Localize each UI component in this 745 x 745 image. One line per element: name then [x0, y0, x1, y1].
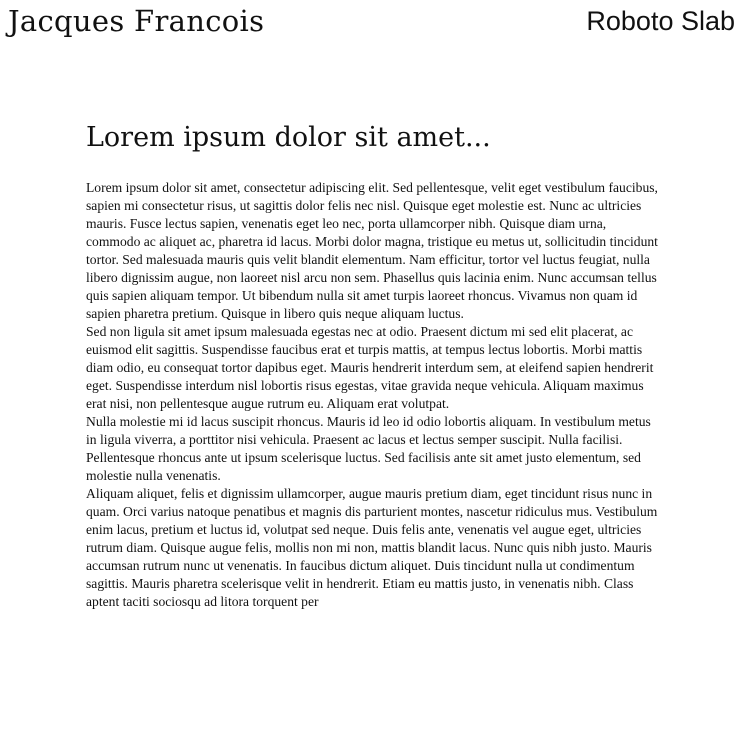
font-name-left: Jacques Francois [8, 4, 265, 38]
sample-text-block [86, 118, 662, 611]
font-name-right: Roboto Slab [586, 6, 735, 36]
sample-paragraph-1: Lorem ipsum dolor sit amet, consectetur adipiscing elit. Sed pellentesque, velit eget vestibulum faucibus, sapien mi consectetur risus, ut sagittis dolor felis nec nisl. Quisque eget molestie est. Nunc ac ultricies mauris. Fusce lectus sapien, venenatis eget leo nec, porta ullamcorper nibh. Quisque diam urna, commodo ac aliquet ac, pharetra id lacus. Morbi dolor magna, tristique eu metus ut, sollicitudin tincidunt tortor. Sed malesuada mauris quis velit blandit elementum. Nam efficitur, tortor vel luctus feugiat, nulla libero dignissim augue, non laoreet nisl arcu non sem. Phasellus quis lacinia enim. Nunc accumsan tellus quis sapien aliquam tempor. Ut bibendum nulla sit amet turpis laoreet rhoncus. Vivamus non quam id sapien pharetra pretium. Quisque in libero quis neque aliquam luctus. [86, 180, 658, 321]
sample-paragraph-3: Nulla molestie mi id lacus suscipit rhoncus. Mauris id leo id odio lobortis aliquam. In vestibulum metus in ligula viverra, a porttitor nisi vehicula. Praesent ac lacus et lectus semper suscipit. Nulla facilisi. Pellentesque rhoncus ante ut ipsum scelerisque luctus. Sed facilisis ante sit amet justo elementum, sed molestie nulla venenatis. [86, 414, 651, 483]
sample-paragraph-4: Aliquam aliquet, felis et dignissim ullamcorper, augue mauris pretium diam, eget tincidunt risus nunc in quam. Orci varius natoque penatibus et magnis dis parturient montes, nascetur ridiculus mus. Vestibulum enim lacus, pretium et luctus id, volutpat sed neque. Duis felis ante, venenatis vel augue eget, ultricies rutrum diam. Quisque augue felis, mollis non mi non, mattis blandit lacus. Nunc quis nibh justo. Mauris accumsan rutrum nunc ut venenatis. In faucibus dictum aliquet. Duis tincidunt nulla ut condimentum sagittis. Mauris pharetra scelerisque velit in hendrerit. Etiam eu mattis justo, in venenatis nibh. Class aptent taciti sociosqu ad litora torquent per [86, 486, 658, 609]
sample-heading: Lorem ipsum dolor sit amet... [86, 122, 491, 153]
sample-paragraph-2: Sed non ligula sit amet ipsum malesuada egestas nec at odio. Praesent dictum mi sed elit placerat, ac euismod elit sagittis. Suspendisse faucibus erat et turpis mattis, at tempus lectus lobortis. Morbi mattis diam odio, eu consequat tortor dapibus eget. Mauris hendrerit interdum sem, at eleifend sapien hendrerit eget. Suspendisse interdum nisl lobortis risus egestas, vitae gravida neque vehicula. Aliquam maximus erat nisi, non pellentesque augue rutrum eu. Aliquam erat volutpat. [86, 324, 654, 411]
